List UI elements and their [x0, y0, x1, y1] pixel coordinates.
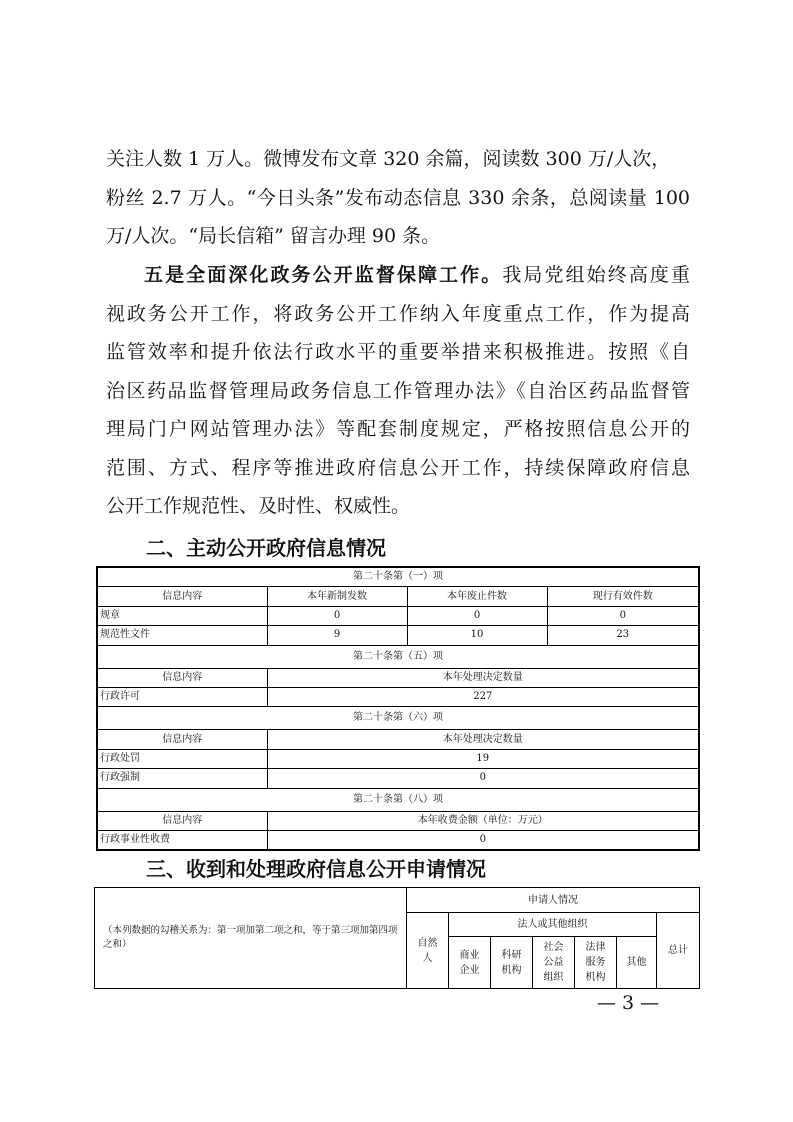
- section-heading-applications: 三、收到和处理政府信息公开申请情况: [146, 857, 486, 881]
- paragraph-line: 监管效率和提升依法行政水平的重要举措来积极推进。按照《自: [106, 341, 690, 363]
- page-number: — 3 —: [597, 992, 660, 1014]
- column-header: 法律服务机构: [575, 937, 617, 989]
- cell-value: 19: [267, 749, 699, 768]
- column-header: 本年新制发数: [267, 587, 407, 606]
- column-header: 商业企业: [449, 937, 491, 989]
- section-title: 第二十条第（八）项: [97, 788, 699, 811]
- balance-note: （本列数据的勾稽关系为：第一项加第二项之和，等于第三项加第四项之和）: [95, 888, 407, 989]
- paragraph-line: 理局门户网站管理办法》等配套制度规定，严格按照信息公开的: [106, 418, 690, 440]
- column-header: 社会公益组织: [533, 937, 575, 989]
- paragraph-line: 关注人数 1 万人。微博发布文章 320 余篇，阅读数 300 万/人次，: [106, 148, 671, 170]
- table-section-title-row: [97, 788, 699, 811]
- section-heading-active-disclosure: 二、主动公开政府信息情况: [146, 536, 386, 560]
- column-header: 本年收费金额（单位：万元）: [267, 811, 699, 830]
- cell-value: 0: [407, 606, 547, 625]
- section-title: 第二十条第（六）项: [97, 707, 699, 730]
- table-section-title-row: [97, 645, 699, 668]
- paragraph-lead: 五是全面深化政务公开监督保障工作。: [144, 264, 503, 286]
- row-label: 行政事业性收费: [97, 830, 267, 850]
- paragraph-line: 治区药品监督管理局政务信息工作管理办法》《自治区药品监督管: [106, 379, 690, 402]
- column-header: 信息内容: [97, 668, 267, 687]
- applications-table: [94, 887, 700, 989]
- table-row: [97, 749, 699, 768]
- paragraph-followers: [106, 140, 690, 256]
- active-disclosure-table: [96, 566, 700, 851]
- cell-value: 0: [267, 830, 699, 850]
- table-row: [97, 687, 699, 706]
- section-title: 第二十条第（五）项: [97, 645, 699, 668]
- table-header-row: [97, 668, 699, 687]
- table-header-row: [95, 888, 700, 913]
- cell-value: 227: [267, 687, 699, 706]
- row-label: 规章: [97, 606, 267, 625]
- section-title: 第二十条第（一）项: [97, 567, 699, 587]
- table-row: [97, 626, 699, 645]
- column-header: 本年处理决定数量: [267, 730, 699, 749]
- column-header: 其他: [617, 937, 657, 989]
- row-label: 行政处罚: [97, 749, 267, 768]
- cell-value: 23: [547, 626, 699, 645]
- column-header: 信息内容: [97, 730, 267, 749]
- paragraph-line: 我局党组始终高度重: [502, 264, 690, 286]
- table-row: [97, 606, 699, 625]
- column-header: 信息内容: [97, 811, 267, 830]
- table-header-row: [97, 811, 699, 830]
- row-label: 规范性文件: [97, 626, 267, 645]
- cell-value: 9: [267, 626, 407, 645]
- natural-person-header: 自然人: [407, 913, 449, 989]
- paragraph-line: 公开工作规范性、及时性、权威性。: [106, 495, 411, 517]
- row-label: 行政强制: [97, 769, 267, 788]
- cell-value: 0: [267, 606, 407, 625]
- cell-value: 0: [547, 606, 699, 625]
- column-header: 信息内容: [97, 587, 267, 606]
- table-row: [97, 830, 699, 850]
- paragraph-line: 万/人次。“局长信箱” 留言办理 90 条。: [106, 225, 441, 247]
- column-header: 科研机构: [491, 937, 533, 989]
- legal-entity-header: 法人或其他组织: [449, 913, 657, 937]
- column-header: 本年废止件数: [407, 587, 547, 606]
- paragraph-supervision: [106, 256, 690, 526]
- paragraph-line: 范围、方式、程序等推进政府信息公开工作，持续保障政府信息: [106, 456, 690, 479]
- table-section-title-row: [97, 707, 699, 730]
- paragraph-line: 粉丝 2.7 万人。“今日头条”发布动态信息 330 余条，总阅读量 100: [106, 186, 690, 209]
- paragraph-first-line: [106, 256, 690, 295]
- cell-value: 0: [267, 769, 699, 788]
- row-label: 行政许可: [97, 687, 267, 706]
- column-header: 本年处理决定数量: [267, 668, 699, 687]
- table-header-row: [97, 587, 699, 606]
- paragraph-line: 视政务公开工作，将政务公开工作纳入年度重点工作，作为提高: [106, 302, 690, 325]
- column-header: 现行有效件数: [547, 587, 699, 606]
- table-row: [97, 769, 699, 788]
- applicant-header: 申请人情况: [407, 888, 700, 913]
- table-section-title-row: [97, 567, 699, 587]
- total-header: 总计: [657, 913, 700, 989]
- cell-value: 10: [407, 626, 547, 645]
- table-header-row: [97, 730, 699, 749]
